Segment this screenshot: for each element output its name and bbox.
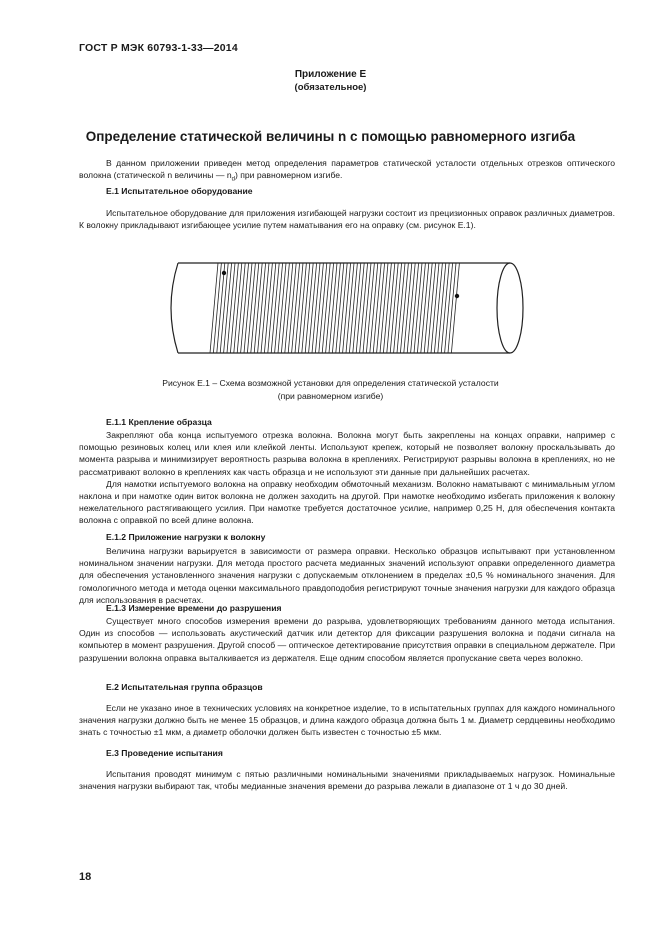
section-heading-e12: Е.1.2 Приложение нагрузки к волокну xyxy=(106,532,266,542)
section-e11-p2: Для намотки испытуемого волокна на оправку необходим обмоточный механизм. Волокно наматывают с минимальным углом наклона и при намотке один виток волокна не должен заходить на другой. При намотке необходимо избегать приложения к волокну нежелательного растягивающего усилия. При намотке требуется достаточное усилие, например 0,25 Н, для обеспечения контакта волокна с оправкой по всей длине волокна. xyxy=(79,478,615,526)
section-heading-e3: Е.3 Проведение испытания xyxy=(106,748,223,758)
section-e3-text: Испытания проводят минимум с пятью различными номинальными значениями прикладываемых нагрузок. Номинальные значения нагрузки выбирают так, чтобы медианные значения времени до разрыва лежали в диапазоне от 1 ч до 30 дней. xyxy=(79,769,615,792)
section-e13-paragraph xyxy=(79,615,615,664)
fiber-start-point xyxy=(222,271,226,275)
section-heading-e1: Е.1 Испытательное оборудование xyxy=(106,186,253,196)
fiber-end-point xyxy=(455,294,459,298)
section-e1-paragraph xyxy=(79,207,615,231)
section-heading-e11: Е.1.1 Крепление образца xyxy=(106,417,212,427)
mandrel-left-end xyxy=(171,263,178,353)
section-e11-p1: Закрепляют оба конца испытуемого отрезка волокна. Волокна могут быть закреплены на концах оправки, например с помощью резиновых колец или клея или клейкой ленты. Используют крепеж, который не позволяет волокну проскальзывать до момента разрыва и минимизирует вероятность разрыва волокна в креплениях. Регистрируют разрывы волокна в креплениях, но не рассматривают волокно в креплениях как часть образца и не используют эти данные при дальнейших расчетах. xyxy=(79,430,615,477)
intro-text-end: ) при равномерном изгибе. xyxy=(234,170,343,181)
mandrel-right-end xyxy=(497,263,523,353)
section-e2-paragraph xyxy=(79,702,615,739)
section-e2-text: Если не указано иное в технических условиях на конкретное изделие, то в испытательных группах для каждого номинального значения нагрузки должно быть не менее 15 образцов, и длина каждого образца должна быть 1 м. Диаметр сердцевины необходимо знать с точностью ±1 мкм, а диаметр оболочки должен быть известен с точностью ±5 мкм. xyxy=(79,703,615,738)
annex-title: Приложение Е xyxy=(294,69,367,80)
mandrel-figure xyxy=(160,255,530,365)
intro-subscript: d xyxy=(231,176,235,183)
page-number: 18 xyxy=(79,871,92,883)
figure-caption-line2: (при равномерном изгибе) xyxy=(277,391,384,401)
fiber-turns xyxy=(210,263,459,353)
section-heading-e13: Е.1.3 Измерение времени до разрушения xyxy=(106,603,282,613)
figure-caption-line1: Рисунок Е.1 – Схема возможной установки для определения статической усталости xyxy=(162,378,499,388)
section-e12-paragraph xyxy=(79,545,615,606)
figure-caption xyxy=(0,377,661,403)
section-e13-p1: Существует много способов измерения времени до разрыва, удовлетворяющих требованиям данного метода испытания. Один из способов — использовать акустический датчик или детектор для фиксации разрушения волокна и подачи сигнала на компьютер в момент разрушения. Другой способ — оптическое детектирование присутствия оправки в специальном держателе. При разрушении волокна оправка выталкивается из держателя. Еще одним способом является пропускание света через волокно. xyxy=(79,616,615,663)
section-e12-p1: Величина нагрузки варьируется в зависимости от размера оправки. Несколько образцов испытывают при установленном номинальном значении нагрузки. Для метода простого расчета медианных значений используют оправки определенного диаметра для обеспечения установленного значения нагрузки с допускаемым отклонением в пределах ±0,5 % номинального значения. Для гомологичного метода и метода оценки максимального правдоподобия регистрируют точные значения нагрузки для каждого образца для использования в расчетах. xyxy=(79,546,615,605)
section-e11-paragraphs xyxy=(79,429,615,527)
section-e1-text: Испытательное оборудование для приложения изгибающей нагрузки состоит из прецизионных оправок различных диаметров. К волокну прикладывают изгибающее усилие путем наматывания его на оправку (см. рисунок Е.1). xyxy=(79,208,615,231)
document-header: ГОСТ Р МЭК 60793-1-33—2014 xyxy=(79,42,238,54)
intro-text: В данном приложении приведен метод определения параметров статической усталости отдельных отрезков оптического волокна (статической n величины — n xyxy=(79,158,615,181)
page-title: Определение статической величины n с помощью равномерного изгиба xyxy=(85,129,576,144)
section-e3-paragraph xyxy=(79,768,615,792)
annex-status: (обязательное) xyxy=(294,82,367,93)
section-heading-e2: Е.2 Испытательная группа образцов xyxy=(106,682,263,692)
fiber-winding xyxy=(210,263,459,353)
intro-paragraph xyxy=(79,157,615,186)
